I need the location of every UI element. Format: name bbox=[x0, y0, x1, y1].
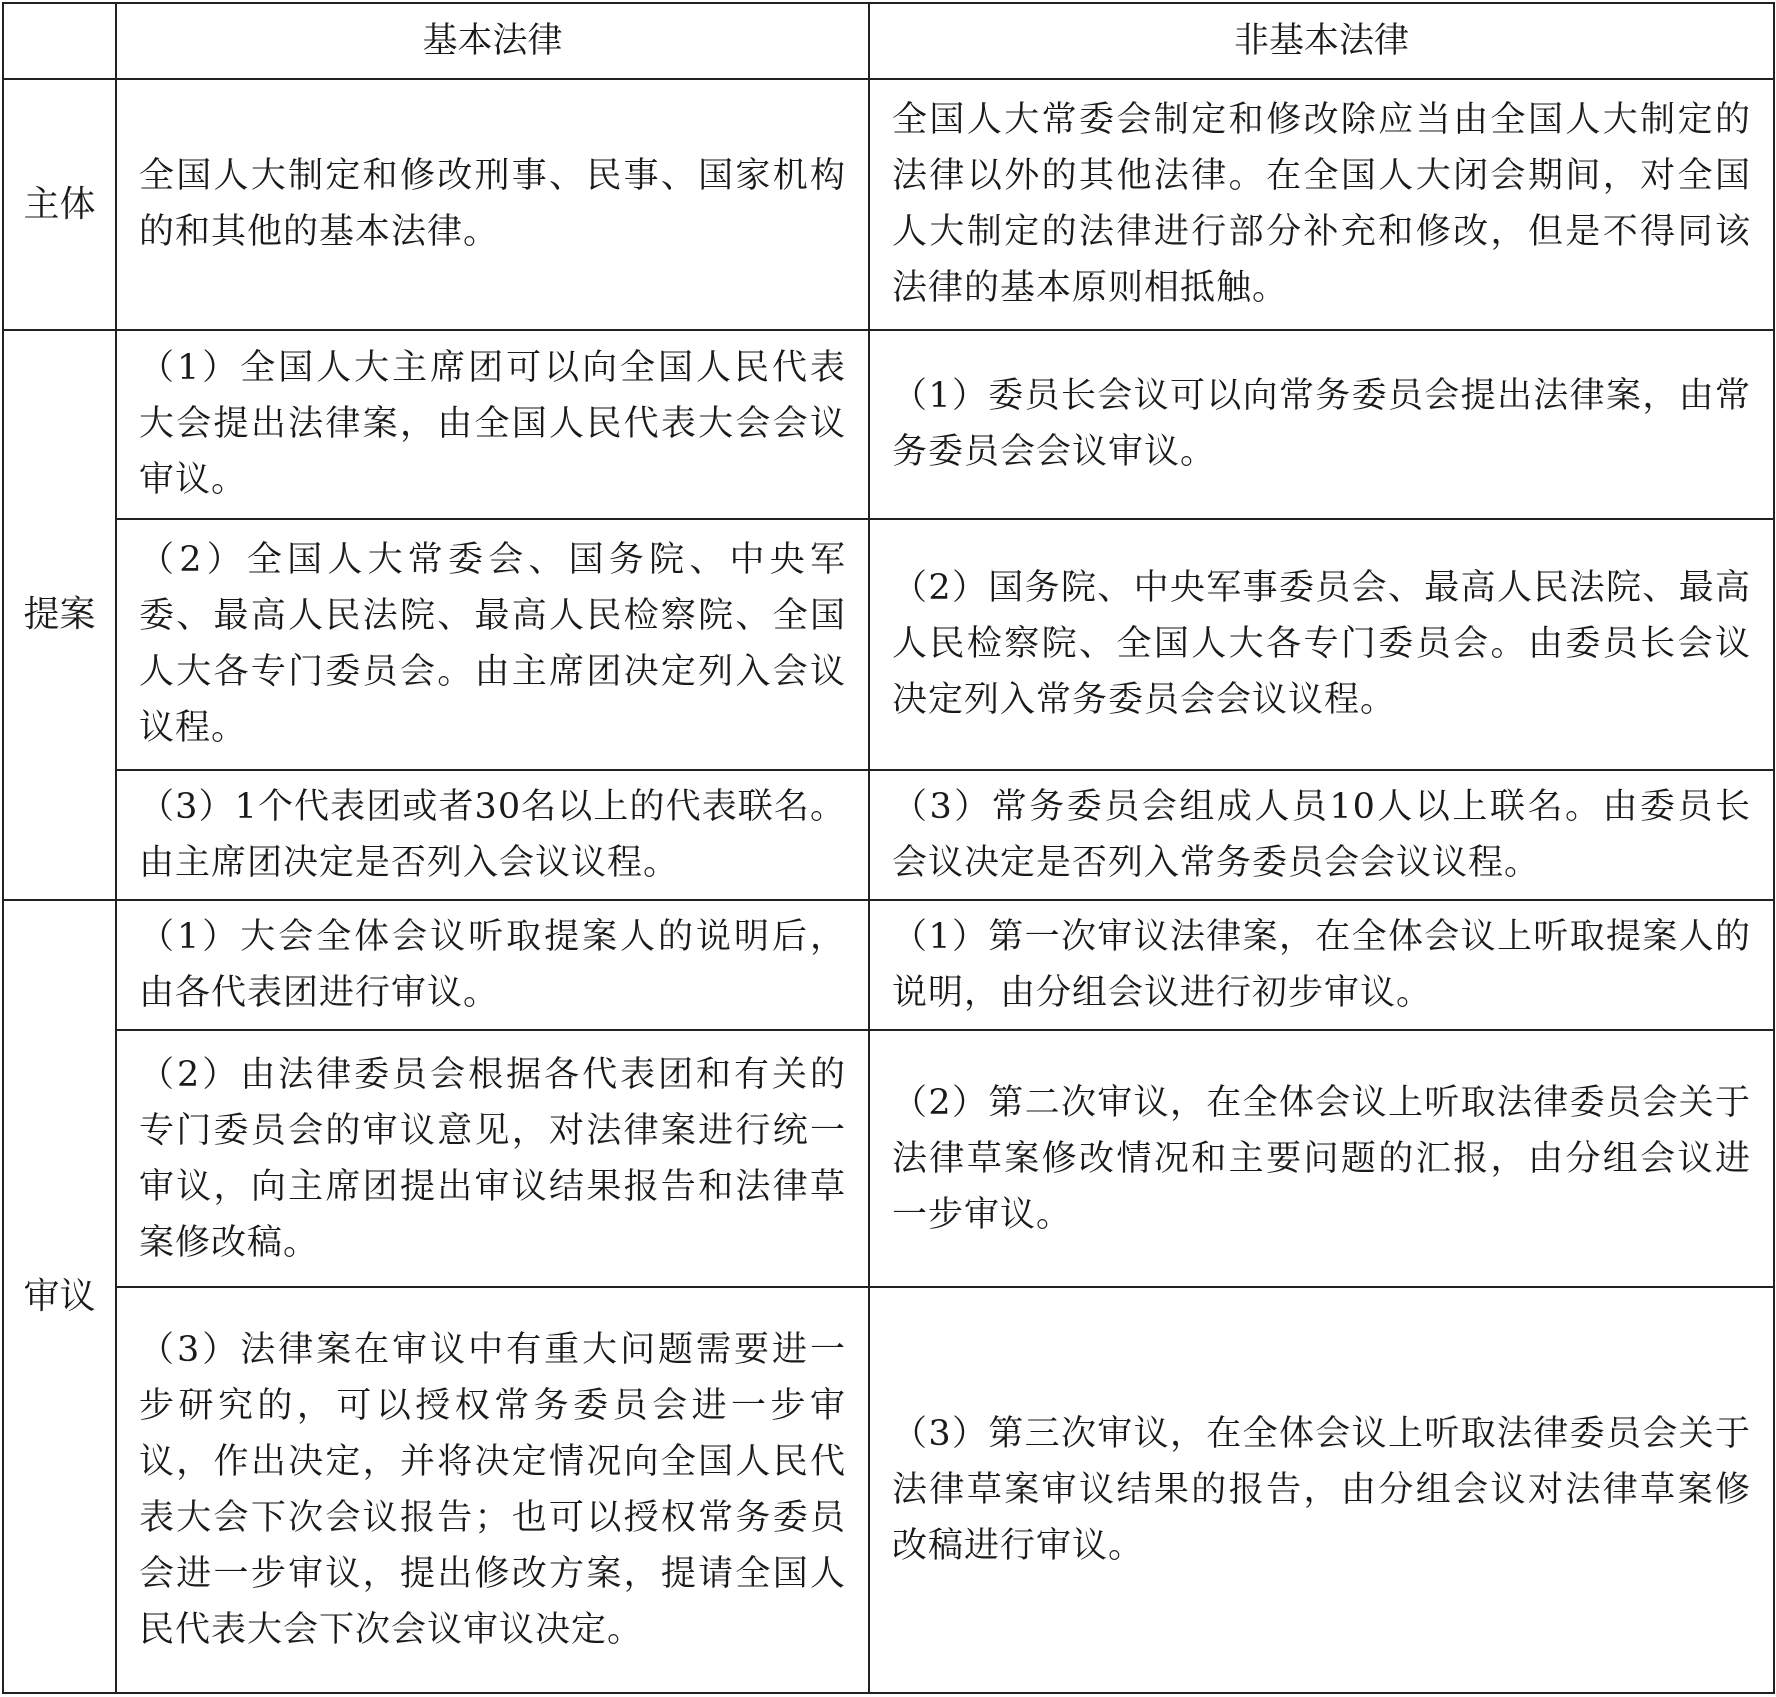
subject-basic-cell: 全国人大制定和修改刑事、民事、国家机构的和其他的基本法律。 bbox=[116, 79, 869, 330]
proposal-basic-cell-2: （2）全国人大常委会、国务院、中央军委、最高人民法院、最高人民检察院、全国人大各专门委员会。由主席团决定列入会议议程。 bbox=[116, 519, 869, 770]
proposal-non-basic-cell-1: （1）委员长会议可以向常务委员会提出法律案，由常务委员会会议审议。 bbox=[869, 330, 1774, 519]
header-basic-law: 基本法律 bbox=[116, 3, 869, 79]
review-basic-cell-3: （3）法律案在审议中有重大问题需要进一步研究的，可以授权常务委员会进一步审议，作出决定，并将决定情况向全国人民代表大会下次会议报告；也可以授权常务委员会进一步审议，提出修改方案，提请全国人民代表大会下次会议审议决定。 bbox=[116, 1287, 869, 1693]
row-label-subject: 主体 bbox=[3, 79, 116, 330]
proposal-non-basic-cell-3: （3）常务委员会组成人员10人以上联名。由委员长会议决定是否列入常务委员会会议议程。 bbox=[869, 770, 1774, 900]
proposal-row-3 bbox=[3, 770, 1774, 900]
proposal-basic-cell-3: （3）1个代表团或者30名以上的代表联名。由主席团决定是否列入会议议程。 bbox=[116, 770, 869, 900]
subject-non-basic-cell: 全国人大常委会制定和修改除应当由全国人大制定的法律以外的其他法律。在全国人大闭会期间，对全国人大制定的法律进行部分补充和修改，但是不得同该法律的基本原则相抵触。 bbox=[869, 79, 1774, 330]
subject-row bbox=[3, 79, 1774, 330]
review-basic-cell-2: （2）由法律委员会根据各代表团和有关的专门委员会的审议意见，对法律案进行统一审议，向主席团提出审议结果报告和法律草案修改稿。 bbox=[116, 1030, 869, 1288]
header-row bbox=[3, 3, 1774, 79]
header-corner-cell bbox=[3, 3, 116, 79]
header-non-basic-law: 非基本法律 bbox=[869, 3, 1774, 79]
review-basic-cell-1: （1）大会全体会议听取提案人的说明后，由各代表团进行审议。 bbox=[116, 900, 869, 1030]
review-row-3 bbox=[3, 1287, 1774, 1693]
review-non-basic-cell-2: （2）第二次审议，在全体会议上听取法律委员会关于法律草案修改情况和主要问题的汇报，由分组会议进一步审议。 bbox=[869, 1030, 1774, 1288]
proposal-row-2 bbox=[3, 519, 1774, 770]
row-label-proposal: 提案 bbox=[3, 330, 116, 900]
proposal-basic-cell-1: （1）全国人大主席团可以向全国人民代表大会提出法律案，由全国人民代表大会会议审议。 bbox=[116, 330, 869, 519]
law-comparison-table bbox=[2, 2, 1775, 1694]
review-row-2 bbox=[3, 1030, 1774, 1288]
proposal-row-1 bbox=[3, 330, 1774, 519]
proposal-non-basic-cell-2: （2）国务院、中央军事委员会、最高人民法院、最高人民检察院、全国人大各专门委员会。由委员长会议决定列入常务委员会会议议程。 bbox=[869, 519, 1774, 770]
review-row-1 bbox=[3, 900, 1774, 1030]
row-label-review: 审议 bbox=[3, 900, 116, 1693]
review-non-basic-cell-3: （3）第三次审议，在全体会议上听取法律委员会关于法律草案审议结果的报告，由分组会议对法律草案修改稿进行审议。 bbox=[869, 1287, 1774, 1693]
review-non-basic-cell-1: （1）第一次审议法律案，在全体会议上听取提案人的说明，由分组会议进行初步审议。 bbox=[869, 900, 1774, 1030]
